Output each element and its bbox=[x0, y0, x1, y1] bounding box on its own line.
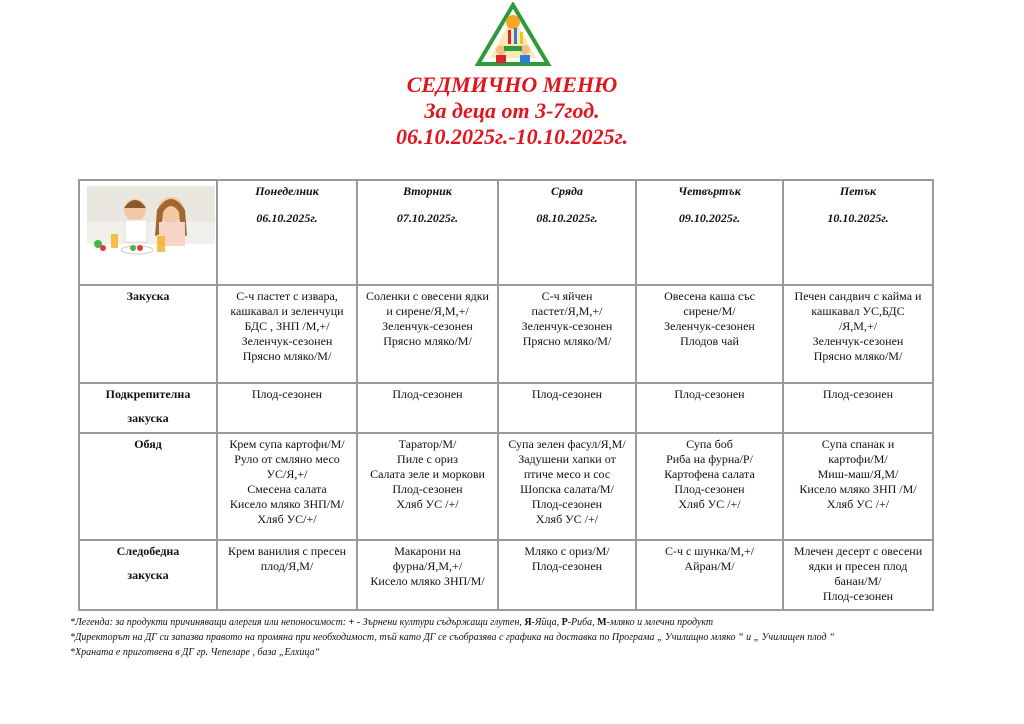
dish: Руло от смляно месо bbox=[234, 452, 340, 466]
dish: Супа спанак и bbox=[821, 437, 895, 451]
legend-text: -Риба, bbox=[567, 617, 595, 628]
dish: фурна/Я,М,+/ bbox=[392, 559, 463, 573]
menu-cell bbox=[217, 383, 357, 433]
dish: УС/Я,+/ bbox=[266, 467, 308, 481]
meal-label-text: Подкрепителна bbox=[105, 387, 191, 401]
dish: Хляб УС /+/ bbox=[396, 497, 459, 511]
day-header-friday bbox=[783, 180, 933, 285]
meal-label-text: Закуска bbox=[126, 289, 170, 303]
day-name: Четвъртък bbox=[678, 184, 741, 198]
day-date: 07.10.2025г. bbox=[396, 211, 459, 225]
title-block bbox=[0, 72, 1024, 150]
dish: Айран/М/ bbox=[684, 559, 735, 573]
page-subtitle: За деца от 3-7год. bbox=[424, 98, 600, 123]
meal-row-lunch bbox=[79, 433, 933, 540]
dish: Салата зеле и моркови bbox=[370, 467, 485, 481]
dish: Прясно мляко/М/ bbox=[383, 334, 472, 348]
meal-label bbox=[79, 383, 217, 433]
day-date: 09.10.2025г. bbox=[678, 211, 741, 225]
legend-text: - Зърнени култури съдържащи глутен, bbox=[356, 617, 522, 628]
dish: Крем супа картофи/М/ bbox=[229, 437, 345, 451]
dish: Прясно мляко/М/ bbox=[813, 349, 903, 363]
menu-cell bbox=[783, 540, 933, 610]
menu-cell bbox=[357, 540, 498, 610]
dish: Таратор/М/ bbox=[398, 437, 457, 451]
dish: Плод-сезонен bbox=[674, 482, 745, 496]
dish: Макарони на bbox=[394, 544, 461, 558]
dish: Плод-сезонен bbox=[531, 387, 603, 401]
menu-table bbox=[78, 179, 934, 611]
dish: ядки и пресен плод bbox=[808, 559, 908, 573]
meal-label bbox=[79, 285, 217, 383]
dish: кашкавал и зеленчуци bbox=[230, 304, 344, 318]
dish: Прясно мляко/М/ bbox=[242, 349, 332, 363]
meal-label-text: Следобедна bbox=[116, 544, 180, 558]
meal-row-afternoon-snack bbox=[79, 540, 933, 610]
dish: Миш-маш/Я,М/ bbox=[817, 467, 899, 481]
menu-cell bbox=[636, 285, 783, 383]
allergen-legend bbox=[70, 615, 1000, 630]
day-name: Понеделник bbox=[255, 184, 319, 198]
menu-cell bbox=[636, 433, 783, 540]
menu-cell bbox=[783, 285, 933, 383]
legend-intro: *Легенда: за продукти причиняващи алергия или непоносимост: bbox=[70, 617, 347, 628]
preparation-note: *Храната е приготвена в ДГ гр. Чепеларе , база „Елхица“ bbox=[70, 647, 321, 658]
dish: Плод-сезонен bbox=[392, 387, 463, 401]
meal-label-text: закуска bbox=[127, 568, 169, 582]
day-header-wednesday bbox=[498, 180, 636, 285]
meal-label-text: закуска bbox=[127, 411, 169, 425]
legend-symbol: М bbox=[594, 617, 607, 628]
children-photo-cell bbox=[79, 180, 217, 285]
dish: Шопска салата/М/ bbox=[520, 482, 614, 496]
dish: /Я,М,+/ bbox=[838, 319, 878, 333]
dish: Зеленчук-сезонен bbox=[241, 334, 333, 348]
dish: кашкавал УС,БДС bbox=[811, 304, 905, 318]
meal-label-text: Обяд bbox=[134, 437, 162, 451]
menu-cell bbox=[498, 433, 636, 540]
dish: Пиле с ориз bbox=[397, 452, 458, 466]
day-header-thursday bbox=[636, 180, 783, 285]
dish: картофи/М/ bbox=[828, 452, 888, 466]
day-header-monday bbox=[217, 180, 357, 285]
footnotes bbox=[70, 615, 1000, 660]
dish: птиче месо и сос bbox=[523, 467, 611, 481]
dish: и сирене/Я,М,+/ bbox=[386, 304, 469, 318]
day-date: 10.10.2025г. bbox=[827, 211, 889, 225]
legend-symbol: Я bbox=[521, 617, 532, 628]
dish: Риба на фурна/Р/ bbox=[666, 452, 753, 466]
dish: С-ч яйчен bbox=[541, 289, 593, 303]
dish: банан/М/ bbox=[834, 574, 882, 588]
dish: Хляб УС /+/ bbox=[826, 497, 890, 511]
dish: Млечен десерт с овесени bbox=[793, 544, 923, 558]
dish: Зеленчук-сезонен bbox=[521, 319, 613, 333]
legend-text: -Яйца, bbox=[531, 617, 560, 628]
menu-cell bbox=[636, 540, 783, 610]
director-note: *Директорът на ДГ си запазва правото на промяна при необходимост, тъй като ДГ се съобразява с графика на доставка по Програма „ Училищно мляко “ и „ Училищен плод “ bbox=[70, 632, 835, 643]
dish: плод/Я,М/ bbox=[260, 559, 314, 573]
dish: Прясно мляко/М/ bbox=[522, 334, 612, 348]
dish: Плод-сезонен bbox=[531, 497, 603, 511]
dish: Крем ванилия с пресен bbox=[227, 544, 347, 558]
meal-label bbox=[79, 540, 217, 610]
day-name: Сряда bbox=[551, 184, 583, 198]
dish: Мляко с ориз/М/ bbox=[524, 544, 610, 558]
menu-cell bbox=[498, 383, 636, 433]
dish: Хляб УС/+/ bbox=[257, 512, 317, 526]
dish: С-ч с шунка/М,+/ bbox=[664, 544, 755, 558]
dish: Плод-сезонен bbox=[674, 387, 745, 401]
meal-label bbox=[79, 433, 217, 540]
dish: Зеленчук-сезонен bbox=[382, 319, 473, 333]
legend-symbol: Р bbox=[559, 617, 568, 628]
children-eating-photo bbox=[87, 186, 215, 266]
dish: Зеленчук-сезонен bbox=[664, 319, 755, 333]
dish: Плод-сезонен bbox=[822, 589, 894, 603]
meal-row-breakfast bbox=[79, 285, 933, 383]
dish: Хляб УС /+/ bbox=[678, 497, 741, 511]
dish: Печен сандвич с кайма и bbox=[794, 289, 922, 303]
date-range: 06.10.2025г.-10.10.2025г. bbox=[396, 124, 628, 149]
menu-cell bbox=[357, 433, 498, 540]
dish: Плод-сезонен bbox=[822, 387, 894, 401]
menu-cell bbox=[357, 383, 498, 433]
dish: Смесена салата bbox=[247, 482, 327, 496]
legend-text: -мляко и млечни продукт bbox=[606, 617, 714, 628]
dish: Плод-сезонен bbox=[531, 559, 603, 573]
menu-cell bbox=[636, 383, 783, 433]
menu-cell bbox=[217, 285, 357, 383]
menu-cell bbox=[498, 540, 636, 610]
menu-cell bbox=[357, 285, 498, 383]
page-title: СЕДМИЧНО МЕНЮ bbox=[406, 72, 618, 97]
dish: Хляб УС /+/ bbox=[535, 512, 599, 526]
dish: Задушени хапки от bbox=[518, 452, 616, 466]
dish: сирене/М/ bbox=[683, 304, 736, 318]
dish: Овесена каша със bbox=[664, 289, 755, 303]
table-header-row bbox=[79, 180, 933, 285]
dish: Кисело мляко ЗНП/М/ bbox=[370, 574, 485, 588]
menu-cell bbox=[783, 433, 933, 540]
day-name: Вторник bbox=[403, 184, 452, 198]
day-name: Петък bbox=[839, 184, 877, 198]
menu-cell bbox=[217, 433, 357, 540]
day-header-tuesday bbox=[357, 180, 498, 285]
dish: Плодов чай bbox=[680, 334, 739, 348]
day-date: 08.10.2025г. bbox=[536, 211, 598, 225]
dish: Супа зелен фасул/Я,М/ bbox=[508, 437, 626, 451]
day-date: 06.10.2025г. bbox=[256, 211, 318, 225]
kindergarten-logo bbox=[474, 2, 552, 68]
menu-cell bbox=[783, 383, 933, 433]
dish: Кисело мляко ЗНП /М/ bbox=[799, 482, 917, 496]
meal-row-snack bbox=[79, 383, 933, 433]
dish: Соленки с овесени ядки bbox=[366, 289, 489, 303]
dish: Плод-сезонен bbox=[392, 482, 463, 496]
dish: Плод-сезонен bbox=[251, 387, 323, 401]
dish: С-ч пастет с извара, bbox=[236, 289, 338, 303]
dish: Супа боб bbox=[686, 437, 733, 451]
dish: Картофена салата bbox=[664, 467, 755, 481]
dish: пастет/Я,М,+/ bbox=[531, 304, 603, 318]
legend-symbol: + bbox=[346, 617, 357, 628]
menu-cell bbox=[498, 285, 636, 383]
dish: Зеленчук-сезонен bbox=[812, 334, 904, 348]
menu-cell bbox=[217, 540, 357, 610]
dish: Кисело мляко ЗНП/М/ bbox=[229, 497, 345, 511]
dish: БДС , ЗНП /М,+/ bbox=[244, 319, 330, 333]
